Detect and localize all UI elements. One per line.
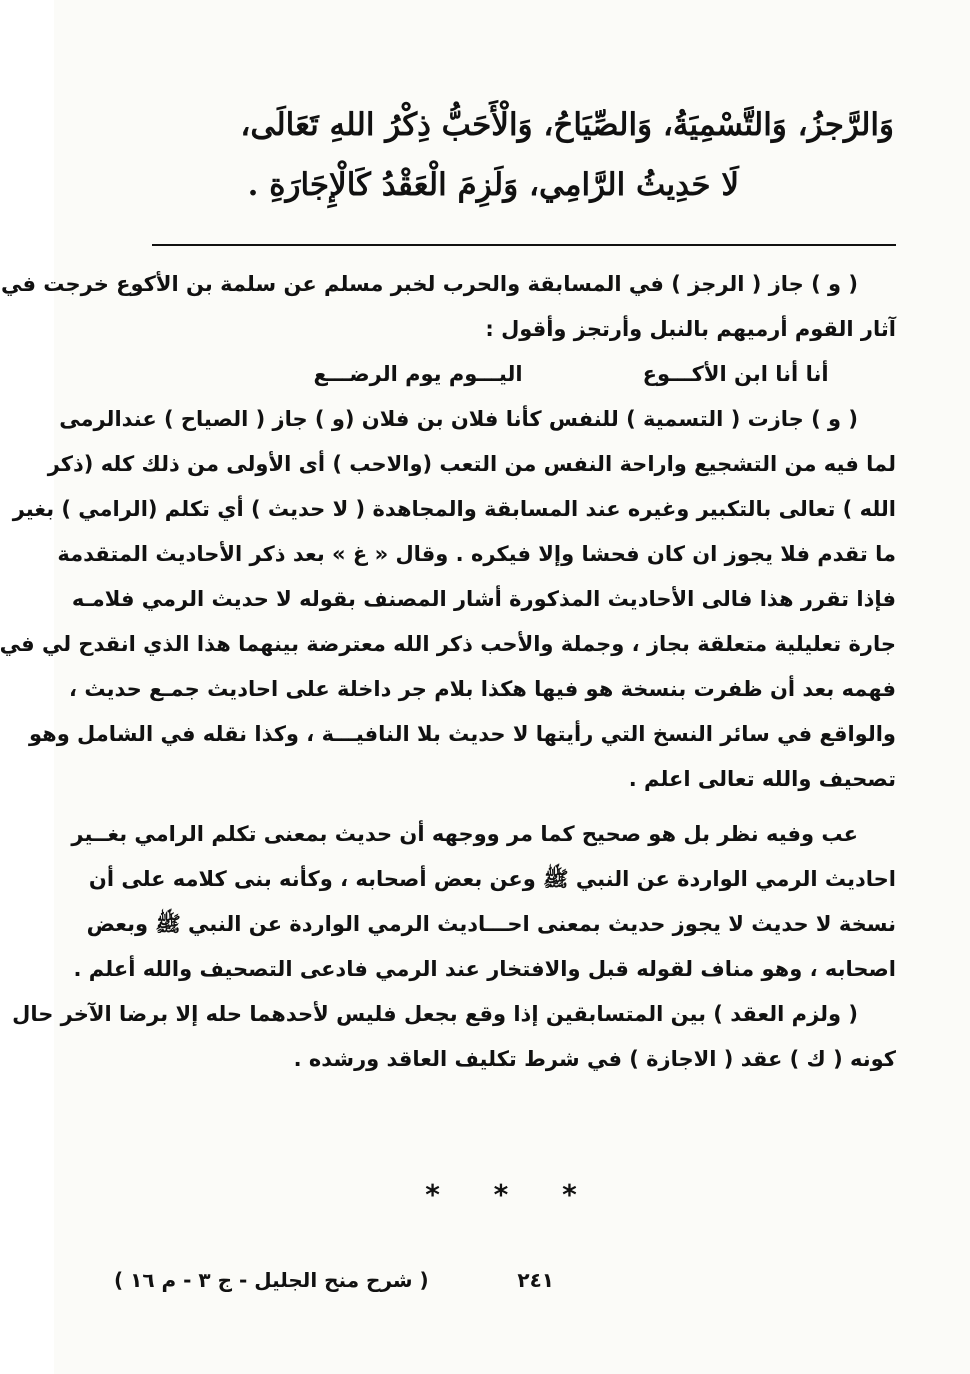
commentary-line: جارة تعليلية متعلقة بجاز ، وجملة والأحب ذكر الله معترضة بينهما هذا الذي انقدح لي في xyxy=(0,632,896,656)
commentary-line: والواقع في سائر النسخ التي رأيتها لا حديث بلا النافيـــة ، وكذا نقله في الشامل وهو xyxy=(28,722,896,746)
commentary-line: كونه ( ك ) عقد ( الاجازة ) في شرط تكليف العاقد ورشده . xyxy=(293,1047,896,1071)
poetry-verse xyxy=(126,352,896,397)
commentary-block xyxy=(0,262,896,1082)
commentary-line: عب وفيه نظر بل هو صحيح كما مر ووجهه أن حديث بمعنى تكلم الرامي بغــير xyxy=(71,822,858,846)
commentary-line: ( و ) جاز ( الرجز ) في المسابقة والحرب لخبر مسلم عن سلمة بن الأكوع خرجت في xyxy=(0,272,858,296)
commentary-line: ( و ) جازت ( التسمية ) للنفس كأنا فلان بن فلان (و ) جاز ( الصياح ) عندالرمى xyxy=(59,407,858,431)
commentary-line: آثار القوم أرميهم بالنبل وأرتجز وأقول : xyxy=(485,317,896,341)
commentary-line: ما تقدم فلا يجوز ان كان فحشا وإلا فيكره . وقال « غ » بعد ذكر الأحاديث المتقدمة xyxy=(57,542,896,566)
paragraph-gap xyxy=(126,802,896,812)
commentary-line: تصحيف والله تعالى اعلم . xyxy=(628,767,896,791)
verse-hemistich-1: أنا أنا ابن الأكـــوع xyxy=(642,362,829,386)
commentary-line: فإذا تقرر هذا فالى الأحاديث المذكورة أشار المصنف بقوله لا حديث الرمي فلامـه xyxy=(71,587,896,611)
verse-hemistich-2: اليـــوم يوم الرضـــع xyxy=(313,362,523,386)
page-footer xyxy=(114,1268,814,1308)
matn-line-1: وَالرَّجزُ، وَالتَّسْمِيَةُ، وَالصِّيَاحُ، وَالْأَحَبُّ ذِكْرُ اللهِ تَعَالَى، xyxy=(240,107,894,143)
section-ornament: * * * xyxy=(425,1178,599,1211)
commentary-line: لما فيه من التشجيع واراحة النفس من التعب (والاحب ) أى الأولى من ذلك كله (ذكر xyxy=(47,452,896,476)
commentary-line: نسخة لا حديث لا يجوز حديث بمعنى احـــاديث الرمي الواردة عن النبي ﷺ وبعض xyxy=(86,912,896,936)
page-number: ٢٤١ xyxy=(517,1268,554,1292)
commentary-line: فهمه بعد أن ظفرت بنسخة هو فيها هكذا بلام جر داخلة على احاديث جمـع حديث ، xyxy=(69,677,896,701)
matn-line-2: لَا حَدِيثُ الرَّامِي، وَلَزِمَ الْعَقْدُ كَالْإِجَارَةِ . xyxy=(247,167,739,203)
separator-rule xyxy=(152,244,896,246)
commentary-line: الله ) تعالى بالتكبير وغيره عند المسابقة والمجاهدة ( لا حديث ) أي تكلم (الرامي ) بغير xyxy=(12,497,896,521)
commentary-line: اصحابه ، وهو مناف لقوله قبل والافتخار عند الرمي فادعى التصحيف والله أعلم . xyxy=(73,957,896,981)
commentary-line: احاديث الرمي الواردة عن النبي ﷺ وعن بعض أصحابه ، وكأنه بنى كلامه على أن xyxy=(88,867,896,891)
commentary-line: ( ولزم العقد ) بين المتسابقين إذا وقع بجعل فليس لأحدهما حله إلا برضا الآخر حال xyxy=(12,1002,858,1026)
book-source-signature: ( شرح منح الجليل - ج ٣ - م ١٦ ) xyxy=(114,1268,429,1292)
matn-verse-block xyxy=(204,95,894,215)
